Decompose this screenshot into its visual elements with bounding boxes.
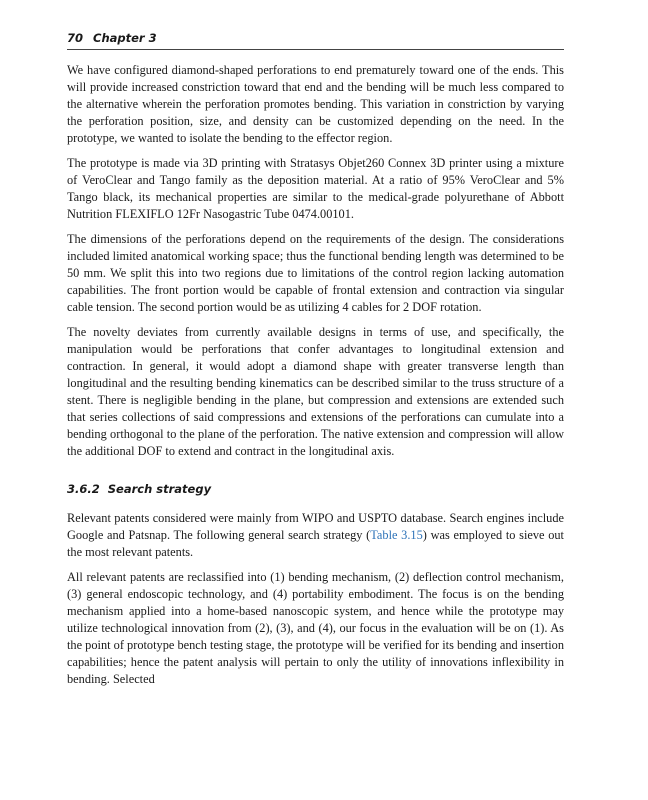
paragraph-patent-classification: All relevant patents are reclassified into (1) bending mechanism, (2) deflection control mechanism, (3) general endoscopic technology, and (4) portability embodiment. The focus is on the bending mechanism applied into a home-based nanoscopic system, and hence while the prototype may utilize technological innovation from (2), (3), and (4), our focus in the evaluation will be on (1). As the point of prototype bench testing stage, the prototype will be verified for its bending and insertion capabilities; hence the patent analysis will pertain to only the utility of innovations inflexibility in bending. Selected — [67, 570, 564, 686]
table-reference-link[interactable]: Table 3.15 — [370, 528, 423, 542]
paragraph-novelty: The novelty deviates from currently available designs in terms of use, and specifically, the manipulation would be perforations that confer advantages to longitudinal extension and contraction. In general, it would adopt a diamond shape with greater transverse length than longitudinal and the resulting bending kinematics can be described similar to the truss structure of a stent. There is negligible bending in the plane, but compression and extensions are extended such that series collections of said compressions and extensions of the perforations can cumulate into a bending orthogonal to the plane of the perforation. The native extension and compression will allow the additional DOF to extend and contract in the longitudinal axis. — [67, 325, 564, 458]
running-head — [67, 30, 564, 50]
paragraph-search-sources — [67, 510, 564, 561]
paragraph-perforation-configuration: We have configured diamond-shaped perforations to end prematurely toward one of the ends. This will provide increased constriction toward that end and the bending will be much less compared to the alternative wherein the perforation promotes bending. This variation in constriction by varying the perforation position, size, and density can be customized depending on the need. In the prototype, we wanted to isolate the bending to the effector region. — [67, 63, 564, 145]
page — [67, 30, 564, 688]
section-number: 3.6.2 — [67, 482, 100, 496]
section-heading — [67, 482, 564, 496]
paragraph-prototype-printing: The prototype is made via 3D printing with Stratasys Objet260 Connex 3D printer using a mixture of VeroClear and Tango family as the deposition material. At a ratio of 95% VeroClear and 5% Tango black, its mechanical properties are similar to the medical-grade polyurethane of Abbott Nutrition FLEXIFLO 12Fr Nasogastric Tube 0474.00101. — [67, 156, 564, 221]
paragraph-perforation-dimensions: The dimensions of the perforations depend on the requirements of the design. The considerations included limited anatomical working space; thus the functional bending length was determined to be 50 mm. We split this into two regions due to limitations of the control region lacking automation capabilities. The front portion would be capable of frontal extension and contraction via singular cable tension. The second portion would be as utilizing 4 cables for 2 DOF rotation. — [67, 232, 564, 314]
page-number: 70 — [67, 31, 84, 45]
section-title: Search strategy — [107, 482, 212, 496]
chapter-label: Chapter 3 — [93, 31, 157, 45]
search-sources-text: Relevant patents considered were mainly from WIPO and USPTO database. Search engines include Google and Patsnap. The following general search strategy ( — [67, 511, 564, 542]
search-sources-text-end: ) was employed to sieve out the most relevant patents. — [67, 528, 564, 559]
